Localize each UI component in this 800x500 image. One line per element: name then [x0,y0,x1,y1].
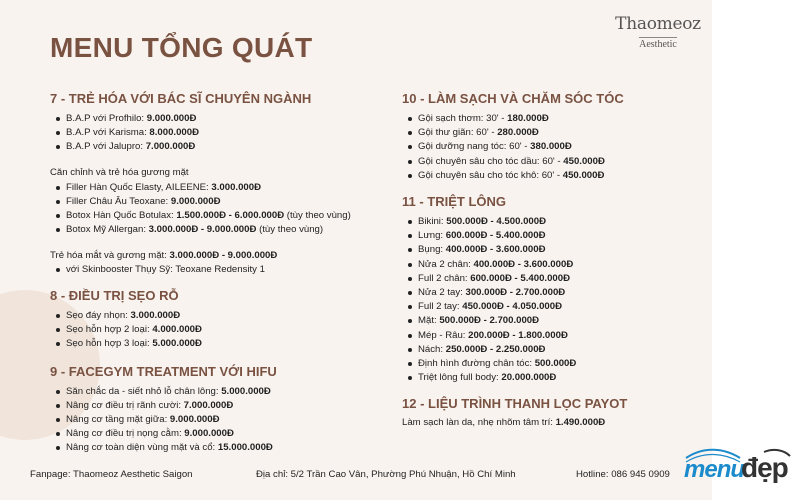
list-item: Full 2 chân: 600.000Đ - 5.400.000Đ [418,272,702,286]
section-9 [50,364,390,456]
list-item: Bikini: 500.000Đ - 4.500.000Đ [418,215,702,229]
left-column [50,91,390,456]
list-item: Nửa 2 tay: 300.000Đ - 2.700.000Đ [418,286,702,300]
list-item: Filler Hàn Quốc Elasty, AILEENE: 3.000.000Đ [66,181,390,195]
logo-menu-text: menu [684,456,745,483]
menudep-logo [684,446,796,492]
section-10-list [402,112,702,183]
list-item: Sẹo hỗn hợp 3 loại: 5.000.000Đ [66,337,390,351]
list-item: Nách: 250.000Đ - 2.250.000Đ [418,343,702,357]
section-10-title: 10 - LÀM SẠCH VÀ CHĂM SÓC TÓC [402,91,624,106]
list-item: Nâng cơ điều trị nọng cằm: 9.000.000Đ [66,427,390,441]
list-item: Full 2 tay: 450.000Đ - 4.050.000Đ [418,300,702,314]
section-7-group-3 [50,263,390,277]
list-item: Lưng: 600.000Đ - 5.400.000Đ [418,229,702,243]
logo-brand-name: Thaomeoz [615,14,701,34]
right-column [402,91,702,431]
list-item: Gội sạch thơm: 30' - 180.000Đ [418,112,702,126]
list-item: Gội dưỡng nang tóc: 60' - 380.000Đ [418,140,702,154]
section-12-item: Làm sạch làn da, nhẹ nhõm tâm trí: 1.490.000Đ [402,417,606,429]
section-9-title: 9 - FACEGYM TREATMENT VỚI HIFU [50,363,277,379]
list-item: Nửa 2 chân: 400.000Đ - 3.600.000Đ [418,258,702,272]
section-11-title: 11 - TRIỆT LÔNG [402,194,507,210]
list-item: Filler Châu Âu Teoxane: 9.000.000Đ [66,195,390,209]
list-item: B.A.P với Profhilo: 9.000.000Đ [66,112,390,126]
list-item: Botox Mỹ Allergan: 3.000.000Đ - 9.000.000Đ (tùy theo vùng) [66,223,390,237]
list-item: Gội thư giãn: 60' - 280.000Đ [418,126,702,140]
section-11 [402,194,702,385]
list-item: Sẹo hỗn hợp 2 loại: 4.000.000Đ [66,323,390,337]
section-8-list [50,309,390,352]
list-item: Triệt lông full body: 20.000.000Đ [418,371,702,385]
section-11-list [402,215,702,385]
section-12-title: 12 - LIỆU TRÌNH THANH LỌC PAYOT [402,396,628,412]
list-item: B.A.P với Karisma: 8.000.000Đ [66,126,390,140]
footer-fanpage: Fanpage: Thaomeoz Aesthetic Saigon [30,469,193,480]
list-item: Gội chuyên sâu cho tóc dầu: 60' - 450.000Đ [418,155,702,169]
list-item: Săn chắc da - siết nhỏ lỗ chân lông: 5.000.000Đ [66,385,390,399]
section-7-group-2 [50,181,390,238]
section-10 [402,91,702,183]
list-item: Mặt: 500.000Đ - 2.700.000Đ [418,314,702,328]
list-item: Gội chuyên sâu cho tóc khô: 60' - 450.000Đ [418,169,702,183]
list-item: với Skinbooster Thụy Sỹ: Teoxane Redensity 1 [66,263,390,277]
list-item: Định hình đường chân tóc: 500.000Đ [418,357,702,371]
list-item: Sẹo đáy nhọn: 3.000.000Đ [66,309,390,323]
section-9-list [50,385,390,456]
list-item: Nâng cơ tầng mặt giữa: 9.000.000Đ [66,413,390,427]
section-7-group-3-heading: Trẻ hóa mắt và gương mặt: 3.000.000Đ - 9.000.000Đ [50,249,278,261]
brand-logo [604,14,712,52]
list-item: Nâng cơ toàn diện vùng mặt và cổ: 15.000.000Đ [66,441,390,455]
section-8 [50,288,390,352]
logo-dep-text: đẹp [741,452,788,483]
section-7-title: 7 - TRẺ HÓA VỚI BÁC SĨ CHUYÊN NGÀNH [50,91,312,106]
list-item: Bụng: 400.000Đ - 3.600.000Đ [418,243,702,257]
footer-address: Địa chỉ: 5/2 Trần Cao Vân, Phường Phú Nhuận, Hồ Chí Minh [256,469,516,480]
section-7 [50,91,390,277]
section-8-title: 8 - ĐIỀU TRỊ SẸO RỖ [50,288,179,304]
list-item: Nâng cơ điều trị rãnh cười: 7.000.000Đ [66,399,390,413]
footer-hotline: Hotline: 086 945 0909 [576,469,670,480]
list-item: Botox Hàn Quốc Botulax: 1.500.000Đ - 6.000.000Đ (tùy theo vùng) [66,209,390,223]
logo-subtitle: Aesthetic [639,39,677,50]
section-7-group-2-heading: Căn chỉnh và trẻ hóa gương mặt [50,166,189,178]
list-item: B.A.P với Jalupro: 7.000.000Đ [66,140,390,154]
list-item: Mép - Râu: 200.000Đ - 1.800.000Đ [418,329,702,343]
page-title: MENU TỔNG QUÁT [50,32,313,63]
section-7-group-1 [50,112,390,155]
section-12 [402,396,702,430]
